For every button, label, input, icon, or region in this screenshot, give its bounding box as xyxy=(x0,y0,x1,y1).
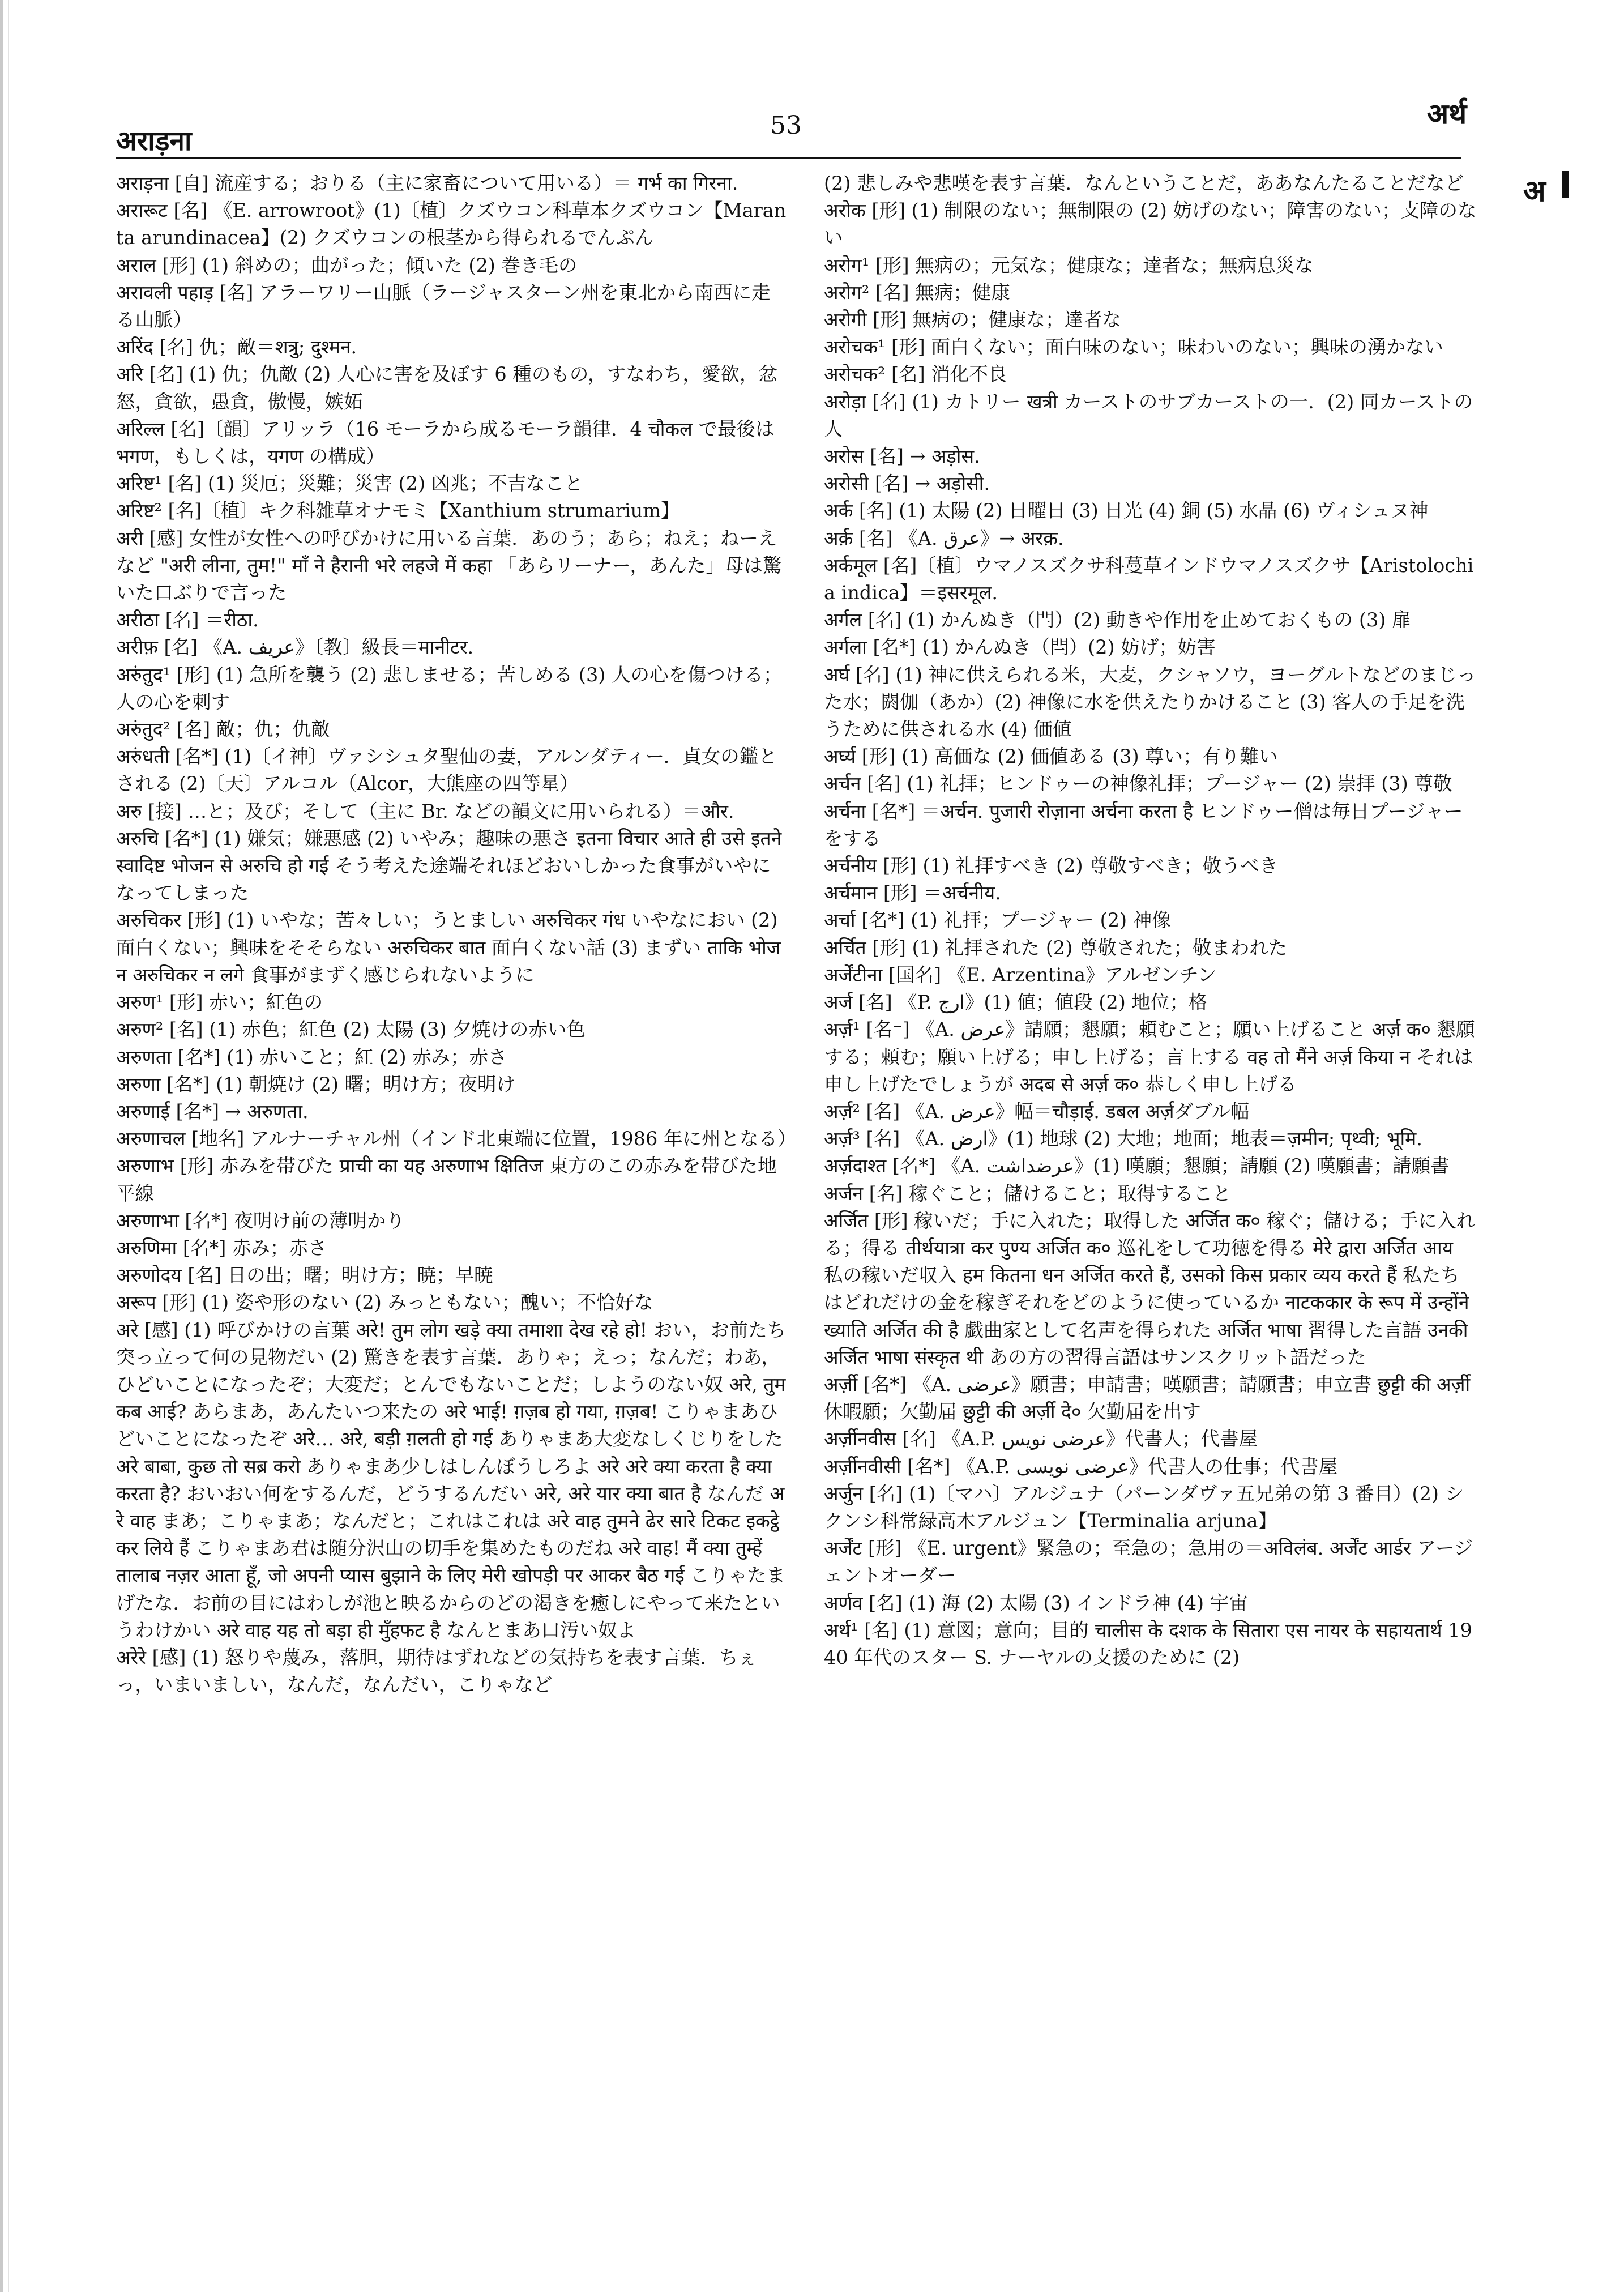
dictionary-entry: अर्ज़ी [名*] 《A. عرضی》願書；申請書；嘆願書；請願書；申立書 छुट्टी की अर्ज़ी 休暇願；欠勤届 छुट्टी की अर्ज़ी दे० 欠勤届を出す xyxy=(824,1373,1471,1423)
dictionary-entry: अर्जेंट [形] 《E. urgent》緊急の；至急の；急用の＝अविलंब. अर्जेंट आर्डर アージェントオーダー xyxy=(824,1537,1473,1587)
dictionary-entry: अरुण² [名] (1) 赤色；紅色 (2) 太陽 (3) 夕焼けの赤い色 xyxy=(116,1018,586,1041)
left-column xyxy=(116,170,797,1698)
dictionary-entry: (2) 悲しみや悲嘆を表す言葉．なんということだ，ああなんたることだなど xyxy=(824,172,1464,194)
dictionary-entry: अर्ज़³ [名] 《A. ارض》(1) 地球 (2) 大地；地面；地表＝ज़मीन; पृथ्वी; भूमि. xyxy=(824,1128,1422,1150)
dictionary-entry: अरुणता [名*] (1) 赤いこと；紅 (2) 赤み；赤さ xyxy=(116,1045,507,1068)
header-left-headword: अराड़ना xyxy=(116,125,192,157)
dictionary-entry: अर्जेंटीना [国名] 《E. Arzentina》アルゼンチン xyxy=(824,963,1217,986)
dictionary-entry: अरोग¹ [形] 無病の；元気な；健康な；達者な；無病息災な xyxy=(824,254,1314,276)
dictionary-entry: अरेरे [感] (1) 怒りや蔑み，落胆，期待はずれなどの気持ちを表す言葉．ちぇっ，いまいましい，なんだ，なんだい，こりゃなど xyxy=(116,1646,758,1696)
dictionary-entry: अरुणाभ [形] 赤みを帯びた प्राची का यह अरुणाभ क्षितिज 東方のこの赤みを帯びた地平線 xyxy=(116,1155,777,1205)
dictionary-entry: अरिष्ट² [名]〔植〕キク科雑草オナモミ【Xanthium strumarium】 xyxy=(116,500,680,522)
dictionary-entry: अरूप [形] (1) 姿や形のない (2) みっともない；醜い；不恰好な xyxy=(116,1291,653,1314)
dictionary-entry: अरी [感] 女性が女性への呼びかけに用いる言葉．あのう；あら；ねえ；ねーえなど "अरी लीना, तुम!" माँ ने हैरानी भरे लहजे में कहा 「あらリーナー，あんた」母は驚いた口ぶりで言った xyxy=(116,527,782,604)
dictionary-entry: अरिल्ल [名]〔韻〕アリッラ（16 モーラから成るモーラ韻律．4 चौकल で最後は भगण，もしくは，यगण の構成） xyxy=(116,417,775,468)
dictionary-entry: अर्चना [名*] ＝अर्चन. पुजारी रोज़ाना अर्चना करता है ヒンドゥー僧は毎日プージャーをする xyxy=(824,800,1463,850)
page-number: 53 xyxy=(770,111,802,140)
dictionary-entry: अरोचक² [名] 消化不良 xyxy=(824,363,1007,386)
scan-gutter-shadow-inner xyxy=(8,0,9,2292)
dictionary-entry: अरुंतुद² [名] 敵；仇；仇敵 xyxy=(116,718,330,741)
dictionary-entry: अर्जित [形] 稼いだ；手に入れた；取得した अर्जित क० 稼ぐ；儲ける；手に入れる；得る तीर्थयात्रा कर पुण्य अर्जित क० 巡礼をして功徳を得る मेरे द्वारा अर्जित आय 私の稼いだ収入 हम कितना धन अर्जित करते हैं, उसको किस प्रकार व्यय करते हैं 私たちはどれだけの金を稼ぎそれをどのように使っているか नाटककार के रूप में उन्होंने ख्याति अर्जित की है 戯曲家として名声を得られた अर्जित भाषा 習得した言語 उनकी अर्जित भाषा संस्कृत थी あの方の習得言語はサンスクリット語だった xyxy=(824,1209,1475,1368)
dictionary-entry: अरुणोदय [名] 日の出；曙；明け方；暁；早暁 xyxy=(116,1264,493,1287)
dictionary-entry: अर्चनीय [形] (1) 礼拝すべき (2) 尊敬すべき；敬うべき xyxy=(824,855,1279,877)
dictionary-entry: अर्थ¹ [名] (1) 意図；意向；目的 चालीस के दशक के सितारा एस नायर के सहायतार्थ 1940 年代のスター S. ナーヤルの支援のために (2) xyxy=(824,1619,1472,1668)
dictionary-entry: अरुणाई [名*] → अरुणता. xyxy=(116,1100,309,1122)
dictionary-entry: अर्जुन [名] (1)〔マハ〕アルジュナ（パーンダヴァ五兄弟の第 3 番目）(2) シクンシ科常緑高木アルジュン【Terminalia arjuna】 xyxy=(824,1482,1464,1532)
dictionary-entry: अर्ज [名] 《P. ارج》(1) 値；値段 (2) 地位；格 xyxy=(824,991,1208,1014)
dictionary-entry: अरोड़ा [名] (1) カトリー खत्री カーストのサブカーストの一．(2) 同カーストの人 xyxy=(824,390,1473,440)
dictionary-entry: अरोग² [名] 無病；健康 xyxy=(824,281,1010,304)
dictionary-entry: अरुंतुद¹ [形] (1) 急所を襲う (2) 悲しませる；苦しめる (3) 人の心を傷つける；人の心を刺す xyxy=(116,663,783,713)
dictionary-entry: अरीफ़ [名] 《A. عريف》〔教〕級長＝मानीटर. xyxy=(116,636,474,659)
dictionary-entry: अर्णव [名] (1) 海 (2) 太陽 (3) インドラ神 (4) 宇宙 xyxy=(824,1591,1248,1614)
dictionary-entry: अर्ज़ीनवीसी [名*] 《A.P. عرضی نویسی》代書人の仕事；代書屋 xyxy=(824,1455,1338,1478)
header-rule xyxy=(116,157,1461,159)
dictionary-entry: अर्ज़ीनवीस [名] 《A.P. عرضی نویس》代書人；代書屋 xyxy=(824,1428,1258,1450)
dictionary-entry: अराड़ना [自] 流産する；おりる（主に家畜について用いる）＝ गर्भ का गिरना. xyxy=(116,172,738,194)
dictionary-entry: अर्ज़² [名] 《A. عرض》幅＝चौड़ाई. डबल अर्ज़ダブル幅 xyxy=(824,1100,1250,1122)
dictionary-entry: अरीठा [名] ＝रीठा. xyxy=(116,609,259,631)
dictionary-entry: अर्घ [名] (1) 神に供えられる米，大麦，クシャソウ，ヨーグルトなどのまじった水；閼伽（あか）(2) 神像に水を供えたりかけること (3) 客人の手足を洗うために供される水 (4) 価値 xyxy=(824,663,1476,741)
dictionary-entry: अरुणा [名*] (1) 朝焼け (2) 曙；明け方；夜明け xyxy=(116,1073,516,1095)
dictionary-entry: अरोक [形] (1) 制限のない；無制限の (2) 妨げのない；障害のない；支障のない xyxy=(824,199,1477,249)
dictionary-entry: अरारूट [名] 《E. arrowroot》(1)〔植〕クズウコン科草本クズウコン【Maranta arundinacea】(2) クズウコンの根茎から得られるでんぷん xyxy=(116,199,787,249)
dictionary-entry: अर्चा [名*] (1) 礼拝；プージャー (2) 神像 xyxy=(824,909,1171,932)
dictionary-entry: अर्ज़दाश्त [名*] 《A. عرضداشت》(1) 嘆願；懇願；請願 (2) 嘆願書；請願書 xyxy=(824,1155,1450,1177)
dictionary-entry: अरे [感] (1) 呼びかけの言葉 अरे! तुम लोग खड़े क्या तमाशा देख रहे हो! おい，お前たち突っ立って何の見物だい (2) 驚きを表す言葉．ありゃ；えっ；なんだ；わあ，ひどいことになったぞ；大変だ；とんでもないことだ；しようのない奴 अरे, तुम कब आई? あらまあ，あんたいつ来たの अरे भाई! ग़ज़ब हो गया, ग़ज़ब! こりゃまあひどいことになったぞ अरे… अरे, बड़ी ग़लती हो गई ありゃまあ大変なしくじりをした अरे बाबा, कुछ तो सब्र करो ありゃまあ少しはしんぼうしろよ अरे अरे क्या करता है क्या करता है? おいおい何をするんだ，どうするんだい अरे, अरे यार क्या बात है なんだ अरे वाह まあ；こりゃまあ；なんだと；これはこれは अरे वाह तुमने ढेर सारे टिकट इकट्ठे कर लिये हैं こりゃまあ君は随分沢山の切手を集めたものだね अरे वाह! मैं क्या तुम्हें तालाब नज़र आता हूँ, जो अपनी प्यास बुझाने के लिए मेरी खोपड़ी पर आकर बैठ गई こりゃたまげたな．お前の目にはわしが池と映るからのどの渇きを癒しにやって来たというわけかい अरे वाह यह तो बड़ा ही मुँहफट है なんとまあ口汚い奴よ xyxy=(116,1318,787,1641)
dictionary-entry: अरिंद [名] 仇；敵＝शत्रु; दुश्मन. xyxy=(116,336,357,358)
dictionary-entry: अरुचि [名*] (1) 嫌気；嫌悪感 (2) いやみ；趣味の悪さ इतना विचार आते ही उसे इतने स्वादिष्ट भोजन से अरुचि हो गई そう考えた途端それほどおいしかった食事がいやになってしまった xyxy=(116,827,782,904)
dictionary-entry: अर्क [名] (1) 太陽 (2) 日曜日 (3) 日光 (4) 銅 (5) 水晶 (6) ヴィシュヌ神 xyxy=(824,500,1429,522)
dictionary-entry: अर्चित [形] (1) 礼拝された (2) 尊敬された；敬まわれた xyxy=(824,936,1288,959)
dictionary-entry: अरोगी [形] 無病の；健康な；達者な xyxy=(824,309,1121,331)
dictionary-entry: अर्कमूल [名]〔植〕ウマノスズクサ科蔓草インドウマノスズクサ【Aristolochia indica】＝इसरमूल. xyxy=(824,554,1474,604)
dictionary-entry: अरोस [名] → अड़ोस. xyxy=(824,445,980,468)
dictionary-entry: अर्जन [名] 稼ぐこと；儲けること；取得すること xyxy=(824,1182,1232,1205)
header-right-headword: अर्थ xyxy=(1427,97,1467,130)
dictionary-entry: अरोचक¹ [形] 面白くない；面白味のない；味わいのない；興味の湧かない xyxy=(824,336,1443,358)
dictionary-entry: अर्क़ [名] 《A. عرق》→ अरक़. xyxy=(824,527,1064,549)
dictionary-entry: अरुण¹ [形] 赤い；紅色の xyxy=(116,991,323,1014)
right-column xyxy=(824,170,1478,1671)
dictionary-entry: अरुणाचल [地名] アルナーチャル州（インド北東端に位置，1986 年に州となる） xyxy=(116,1128,797,1150)
dictionary-entry: अर्चन [名] (1) 礼拝；ヒンドゥーの神像礼拝；プージャー (2) 崇拝 (3) 尊敬 xyxy=(824,772,1452,795)
dictionary-entry: अर्घ्य [形] (1) 高価な (2) 価値ある (3) 尊い；有り難い xyxy=(824,745,1278,768)
dictionary-entry: अर्चमान [形] ＝अर्चनीय. xyxy=(824,882,1001,904)
scan-gutter-shadow xyxy=(0,0,3,2292)
dictionary-entry: अरुचिकर [形] (1) いやな；苦々しい；うとましい अरुचिकर गंध いやなにおい (2) 面白くない；興味をそそらない अरुचिकर बात 面白くない話 (3) まずい ताकि भोजन अरुचिकर न लगे 食事がまずく感じられないように xyxy=(116,909,781,986)
dictionary-entry: अरि [名] (1) 仇；仇敵 (2) 人心に害を及ぼす 6 種のもの，すなわち，愛欲，忿怒，貪欲，愚貪，傲慢，嫉妬 xyxy=(116,363,778,413)
dictionary-entry: अराल [形] (1) 斜めの；曲がった；傾いた (2) 巻き毛の xyxy=(116,254,578,276)
dictionary-entry: अरुणिमा [名*] 赤み；赤さ xyxy=(116,1236,327,1259)
dictionary-entry: अरुंधती [名*] (1)〔イ神〕ヴァシシュタ聖仙の妻，アルンダティー．貞女の鑑とされる (2)〔天〕アルコル（Alcor，大熊座の四等星） xyxy=(116,745,777,795)
dictionary-entry: अर्गल [名] (1) かんぬき（閂）(2) 動きや作用を止めておくもの (3) 扉 xyxy=(824,609,1411,631)
dictionary-entry: अरोसी [名] → अड़ोसी. xyxy=(824,472,990,495)
dictionary-entry: अर्गला [名*] (1) かんぬき（閂）(2) 妨げ；妨害 xyxy=(824,636,1216,659)
dictionary-entry: अरावली पहाड़ [名] アラーワリー山脈（ラージャスターン州を東北から南西に走る山脈） xyxy=(116,281,771,331)
dictionary-entry: अर्ज़¹ [名⁻] 《A. عرض》請願；懇願；頼むこと；願い上げること अर्ज़ क० 懇願する；頼む；願い上げる；申し上げる；言上する वह तो मैंने अर्ज़ किया न それは申し上げたでしょうが अदब से अर्ज़ क० 恭しく申し上げる xyxy=(824,1018,1475,1095)
dictionary-entry: अरु [接] …と；及び；そして（主に Br. などの韻文に用いられる）＝और. xyxy=(116,800,734,822)
thumb-index-bar xyxy=(1562,171,1569,198)
dictionary-entry: अरिष्ट¹ [名] (1) 災厄；災難；災害 (2) 凶兆；不吉なこと xyxy=(116,472,583,495)
dictionary-entry: अरुणाभा [名*] 夜明け前の薄明かり xyxy=(116,1209,405,1232)
thumb-index-letter: अ xyxy=(1523,174,1546,208)
